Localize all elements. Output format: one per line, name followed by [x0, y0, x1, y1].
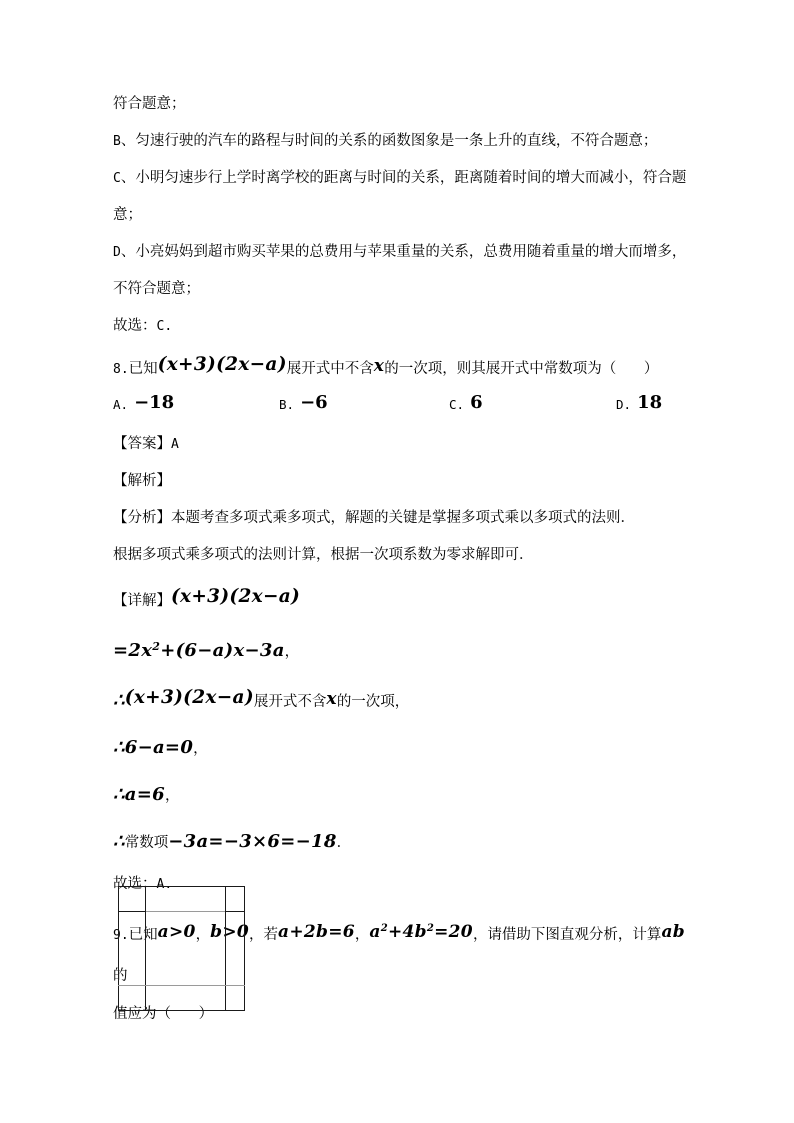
q8-constant-term-label: 常数项	[124, 835, 169, 851]
q8-detail-comma-2: ，	[284, 644, 300, 660]
q8-detail-line-3	[113, 675, 693, 725]
q8-option-b-value: −6	[300, 392, 328, 413]
q9-comma-2: ，	[249, 927, 264, 943]
q7-option-c-text: 、小明匀速步行上学时离学校的距离与时间的关系，距离随着时间的增大而减小，符合题	[120, 170, 687, 186]
q8-stem-expression: (x+3)(2x−a)	[157, 354, 287, 375]
q8-option-b-label: B.	[279, 397, 295, 412]
q8-detail-expression-1: (x+3)(2x−a)	[171, 586, 301, 607]
q9-condition-b: b>0	[210, 922, 250, 942]
q9-stem-part3: 请借助下图直观分析，计算	[487, 927, 662, 943]
q8-detail-comma-4: ，	[193, 741, 208, 757]
q9-condition-a: a>0	[157, 922, 196, 942]
q8-detail-expression-6: −3a=−3×6=−18	[168, 831, 337, 852]
q8-detail-expression-3: (x+3)(2x−a)	[124, 687, 254, 708]
q7-option-b-label: B	[113, 134, 121, 149]
q8-option-c[interactable]	[449, 392, 483, 413]
q8-detail-expression-2: $=2x^2+(6-a)x-3a$	[113, 640, 285, 661]
q7-option-b-line	[113, 123, 693, 160]
q9-stem-part1: 已知	[128, 927, 158, 943]
q7-option-c-label: C	[113, 171, 121, 186]
q7-line-6: 不符合题意；	[113, 281, 200, 297]
q8-option-d-value: 18	[637, 392, 663, 413]
q8-detail-comma-5: ，	[164, 788, 180, 804]
q8-options-row	[113, 392, 693, 426]
q8-option-d-label: D.	[616, 397, 632, 412]
q7-option-d-line	[113, 234, 693, 271]
q8-therefore-symbol-6: ∴	[113, 831, 125, 852]
q8-detail-line-2	[113, 624, 693, 675]
q7-option-b-text: 、匀速行驶的汽车的路程与时间的关系的函数图象是一条上升的直线，不符合题意；	[120, 133, 658, 149]
q8-stem-variable: x	[373, 356, 385, 376]
q9-target-expression: ab	[661, 922, 685, 942]
q7-option-d-label: D	[113, 245, 121, 260]
q9-stem-part2: 若	[263, 927, 279, 943]
q8-option-d[interactable]	[616, 392, 662, 413]
q7-line-1: 符合题意；	[113, 96, 186, 112]
q8-detail-period-6: ．	[336, 835, 352, 851]
q7-conclusion-value: C.	[156, 319, 173, 334]
q8-stem	[113, 345, 693, 390]
q8-therefore-symbol-5: ∴	[113, 784, 125, 805]
q8-conclusion-label: 故选：	[113, 876, 157, 892]
q8-detail-variable-3: x	[326, 689, 337, 709]
q7-line-4: 意；	[113, 207, 142, 223]
q8-analysis-text: 本题考查多项式乘多项式，解题的关键是掌握多项式乘以多项式的法则．	[171, 510, 635, 526]
q8-number: 8.	[113, 362, 129, 377]
q8-answer-tag: 【答案】	[113, 436, 171, 452]
q7-conclusion	[113, 308, 693, 345]
q8-detail-tag: 【详解】	[113, 593, 171, 609]
figure-h-bottom-segment	[118, 985, 245, 986]
q8-detail-expression-4: 6−a=0	[124, 737, 194, 758]
figure-vertical-line-right	[225, 886, 226, 1011]
figure-h-top-segment-middle	[146, 911, 225, 912]
q8-conclusion-value: A.	[156, 877, 173, 892]
q8-answer-value: A	[171, 437, 179, 452]
q9-equation-1: a+2b=6	[278, 922, 355, 942]
figure-vertical-line-left	[145, 886, 146, 1011]
q9-stem-part4: 的	[113, 968, 128, 984]
q8-detail-expression-5: a=6	[124, 784, 165, 805]
q7-conclusion-label: 故选：	[113, 318, 157, 334]
q9-comma-4: ，	[472, 927, 488, 943]
q8-therefore-symbol-3: ∴	[113, 690, 125, 711]
q8-detail-line-1	[113, 574, 693, 624]
q8-option-a-value: −18	[134, 392, 175, 413]
q9-figure	[118, 886, 245, 1011]
q8-detail-line-6	[113, 819, 693, 866]
q8-option-a[interactable]	[113, 392, 174, 413]
q8-option-c-value: 6	[470, 392, 483, 413]
q8-option-b[interactable]	[279, 392, 328, 413]
q8-detail-line-4	[113, 725, 693, 772]
q8-detail-text-3: 展开式不含	[253, 694, 327, 710]
q8-stem-part1: 已知	[128, 361, 158, 377]
figure-h-top-segment-left	[118, 911, 146, 912]
q9-equation-2: $a^2+4b^2=20$	[369, 922, 473, 942]
q8-analysis-line	[113, 500, 693, 537]
figure-h-top-segment-right	[225, 911, 245, 912]
q8-answer-line	[113, 426, 693, 463]
q8-analysis-tag: 【分析】	[113, 510, 171, 526]
q9-stem-line-2: 值应为（ ）	[113, 1006, 214, 1022]
q8-stem-part2: 展开式中不含	[286, 361, 374, 377]
q8-option-a-label: A.	[113, 397, 129, 412]
q8-stem-part3: 的一次项，则其展开式中常数项为（ ）	[384, 361, 659, 377]
q8-explain-tag: 【解析】	[113, 473, 171, 489]
q8-detail-text-3b: 的一次项，	[336, 694, 410, 710]
q7-option-d-text: 、小亮妈妈到超市购买苹果的总费用与苹果重量的关系，总费用随着重量的增大而增多，	[120, 244, 687, 260]
q7-option-c-line	[113, 160, 693, 197]
q8-option-c-label: C.	[449, 397, 465, 412]
q8-therefore-symbol-4: ∴	[113, 737, 125, 758]
q9-number: 9.	[113, 928, 129, 943]
q8-detail-line-5	[113, 772, 693, 819]
q8-analysis-text2: 根据多项式乘多项式的法则计算，根据一次项系数为零求解即可．	[113, 547, 534, 563]
q9-comma-3: ，	[354, 927, 370, 943]
q9-comma-1: ，	[195, 927, 211, 943]
